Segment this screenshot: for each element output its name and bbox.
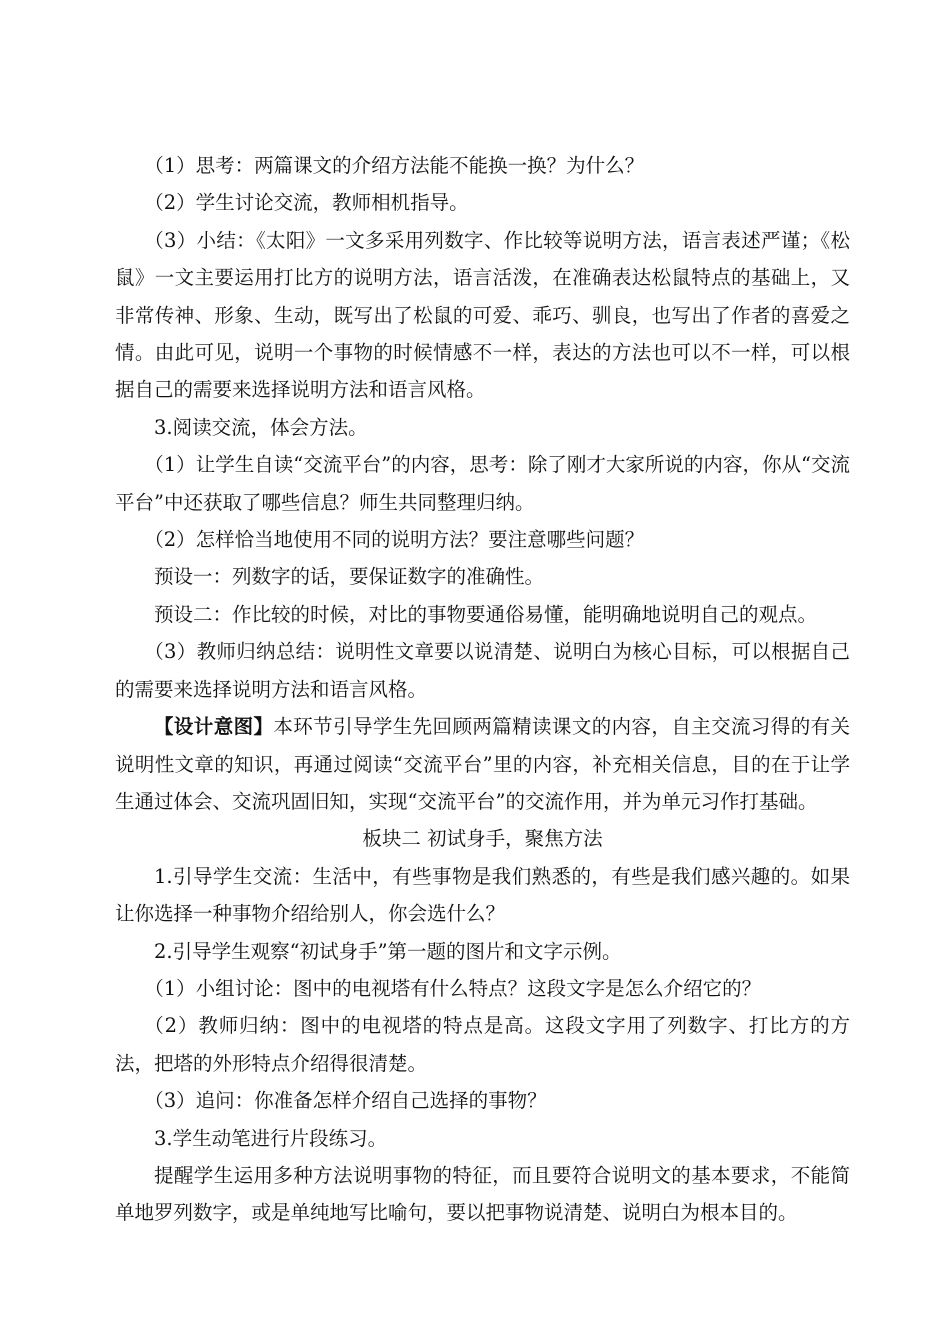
section-heading: 板块二 初试身手，聚焦方法: [362, 827, 603, 851]
paragraph: （3）教师归纳总结：说明性文章要以说清楚、说明白为核心目标，可以根据自己的需要来选择说明方法和语言风格。: [115, 640, 850, 701]
paragraph: 2.引导学生观察“初试身手”第一题的图片和文字示例。: [154, 939, 622, 963]
paragraph: （1）思考：两篇课文的介绍方法能不能换一换？为什么？: [144, 154, 645, 177]
paragraph: （2）学生讨论交流，教师相机指导。: [144, 191, 469, 215]
paragraph: （2）怎样恰当地使用不同的说明方法？要注意哪些问题？: [144, 528, 645, 552]
design-intent-label: 【设计意图】: [154, 715, 274, 739]
design-intent-paragraph: [115, 708, 850, 820]
paragraph: （1）让学生自读“交流平台”的内容，思考：除了刚才大家所说的内容，你从“交流平台”中还获取了哪些信息？师生共同整理归纳。: [115, 453, 850, 514]
paragraph: 预设一：列数字的话，要保证数字的准确性。: [154, 565, 545, 589]
design-intent-text: 本环节引导学生先回顾两篇精读课文的内容，自主交流习得的有关说明性文章的知识，再通过阅读“交流平台”里的内容，补充相关信息，目的在于让学生通过体会、交流巩固旧知，实现“交流平台”的交流作用，并为单元习作打基础。: [115, 715, 850, 813]
paragraph: 1.引导学生交流：生活中，有些事物是我们熟悉的，有些是我们感兴趣的。如果让你选择一种事物介绍给别人，你会选什么？: [115, 864, 850, 926]
paragraph: （3）追问：你准备怎样介绍自己选择的事物？: [144, 1089, 547, 1113]
paragraph: （1）小组讨论：图中的电视塔有什么特点？这段文字是怎么介绍它的？: [144, 976, 762, 1000]
document-body: [115, 147, 850, 1232]
paragraph: （2）教师归纳：图中的电视塔的特点是高。这段文字用了列数字、打比方的方法，把塔的外形特点介绍得很清楚。: [115, 1014, 850, 1075]
paragraph: 提醒学生运用多种方法说明事物的特征，而且要符合说明文的基本要求，不能简单地罗列数字，或是单纯地写比喻句，要以把事物说清楚、说明白为根本目的。: [115, 1163, 850, 1225]
paragraph: 3.阅读交流，体会方法。: [154, 415, 368, 439]
paragraph: 3.学生动笔进行片段练习。: [154, 1126, 388, 1150]
paragraph: （3）小结：《太阳》一文多采用列数字、作比较等说明方法，语言表述严谨；《松鼠》一文主要运用打比方的说明方法，语言活泼，在准确表达松鼠特点的基础上，又非常传神、形象、生动，既写出了松鼠的可爱、乖巧、驯良，也写出了作者的喜爱之情。由此可见，说明一个事物的时候情感不一样，表达的方法也可以不一样，可以根据自己的需要来选择说明方法和语言风格。: [115, 228, 850, 402]
paragraph: 预设二：作比较的时候，对比的事物要通俗易懂，能明确地说明自己的观点。: [154, 602, 818, 626]
